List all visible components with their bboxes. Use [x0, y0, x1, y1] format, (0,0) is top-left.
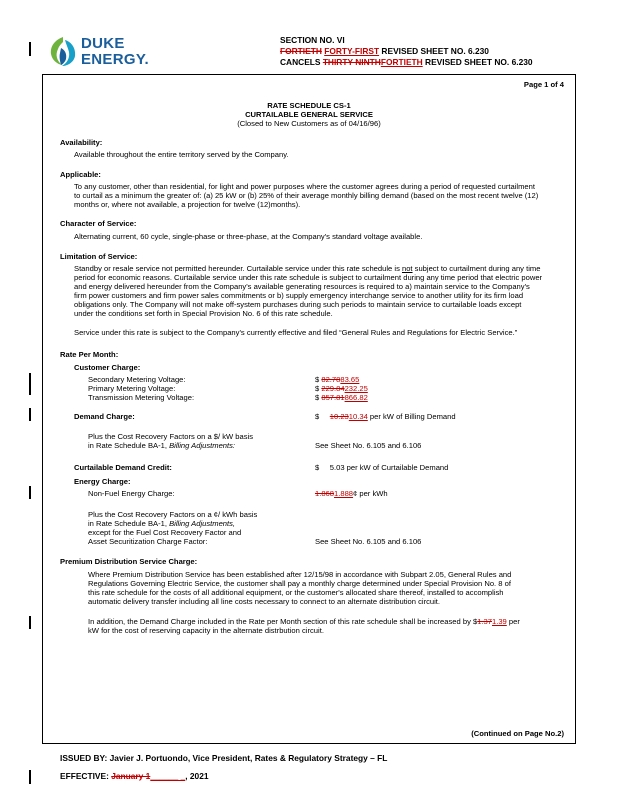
logo-line-1: DUKE — [81, 35, 125, 52]
limitation-line: obligations only. The Company will not make off-system purchases during such periods to maintain service to curtailable loads except — [74, 300, 522, 309]
premium-line — [88, 617, 520, 626]
old-value: 229.84 — [321, 384, 345, 393]
cancels-line — [280, 57, 533, 67]
cancels-inserted-text: FORTIETH — [380, 57, 423, 67]
section-number: SECTION NO. VI — [280, 35, 345, 45]
new-value: 232.25 — [344, 384, 368, 393]
transmission-label: Transmission Metering Voltage: — [88, 393, 195, 402]
change-bar — [29, 408, 31, 421]
change-bar — [29, 382, 31, 395]
availability-text: Available throughout the entire territory served by the Company. — [74, 150, 289, 159]
availability-heading: Availability: — [60, 138, 103, 147]
applicable-heading: Applicable: — [60, 170, 101, 179]
premium-line: Where Premium Distribution Service has been established after 12/15/98 in accordance with Subpart 2.05, General Rules and — [88, 570, 512, 579]
old-value: 857.81 — [321, 393, 345, 402]
dollar-prefix: $ — [315, 384, 322, 393]
old-value: 82.78 — [321, 375, 341, 384]
effective-deleted-text: January 1 — [111, 771, 151, 781]
premium-line: Regulations Governing Electric Service, the customer shall pay a monthly charge determined under Special Provision No. 8 of — [88, 579, 511, 588]
limitation-para-2: Service under this rate is subject to the Company's currently effective and filed “General Rules and Regulations for Electric Service.” — [74, 328, 518, 337]
old-value: 10.23 — [329, 412, 349, 421]
non-fuel-label: Non-Fuel Energy Charge: — [88, 489, 175, 498]
new-value: 83.65 — [340, 375, 360, 384]
energy-plus-line: Plus the Cost Recovery Factors on a ¢/ kWh basis — [88, 510, 258, 519]
premium-line: this rate schedule for the costs of all additional equipment, or the customer's allocated share thereof, installed to accomplish — [88, 588, 504, 597]
energy-plus-text: in Rate Schedule BA-1, — [88, 519, 170, 528]
new-value: 866.82 — [344, 393, 368, 402]
effective-suffix: , 2021 — [185, 771, 209, 781]
limitation-heading: Limitation of Service: — [60, 252, 138, 261]
sheet-inserted-text: FORTY-FIRST — [324, 46, 380, 56]
limitation-line — [74, 264, 540, 273]
new-value: 1.39 — [492, 617, 507, 626]
transmission-value — [315, 393, 368, 402]
change-bar — [29, 770, 31, 784]
secondary-value — [315, 375, 359, 384]
demand-unit: per kW of Billing Demand — [367, 412, 456, 421]
limitation-line: period for economic reasons. Curtailable service under this rate schedule is subject to curtailment during any time period that electric power — [74, 273, 543, 282]
duke-energy-flame-icon — [45, 34, 81, 70]
effective-date — [60, 771, 209, 781]
schedule-note: (Closed to New Customers as of 04/16/96) — [237, 119, 381, 128]
limitation-line: under the conditions set forth in Special Provision No. 6 of this rate schedule. — [74, 309, 333, 318]
old-value: 1.868 — [315, 489, 335, 498]
premium-line: kW for the cost of reserving capacity in the alternate distrbution circuit. — [88, 626, 324, 635]
new-value: 10.34 — [348, 412, 368, 421]
continued-note: (Continued on Page No.2) — [471, 729, 564, 738]
dollar-prefix: $ — [315, 412, 330, 421]
premium-line: automatic delivery transfer including all line costs necessary to connect to an alternate distribution circuit. — [88, 597, 441, 606]
old-value: 1.37 — [477, 617, 492, 626]
energy-plus-value: See Sheet No. 6.105 and 6.106 — [315, 537, 422, 546]
energy-unit: ¢ per kWh — [353, 489, 388, 498]
effective-prefix: EFFECTIVE: — [60, 771, 112, 781]
premium-text: In addition, the Demand Charge included in the Rate per Month section of this rate schedule shall be increased by $ — [88, 617, 478, 626]
energy-plus-line: Asset Securitization Charge Factor: — [88, 537, 208, 546]
cancels-deleted-text: THIRTY NINTH — [322, 57, 381, 67]
character-heading: Character of Service: — [60, 219, 137, 228]
change-bar — [29, 486, 31, 499]
energy-plus-line — [88, 519, 235, 528]
applicable-line: months or, where not available, a projection for twelve (12)months). — [74, 200, 301, 209]
change-bar — [29, 42, 31, 56]
energy-plus-line: except for the Fuel Cost Recovery Factor and — [88, 528, 242, 537]
energy-charge-heading: Energy Charge: — [74, 477, 131, 486]
demand-charge-value — [315, 412, 456, 421]
premium-text-end: per — [506, 617, 520, 626]
limitation-not: not — [401, 264, 413, 273]
applicable-line: To any customer, other than residential, for light and power purposes where the customer agrees during a period of requested curtailment — [74, 182, 535, 191]
energy-plus-italic: Billing Adjustments, — [169, 519, 236, 528]
curtailable-credit-value: $ 5.03 per kW of Curtailable Demand — [315, 463, 449, 472]
schedule-subtitle: CURTAILABLE GENERAL SERVICE — [245, 110, 373, 119]
sheet-rest-text: REVISED SHEET NO. 6.230 — [379, 46, 489, 56]
character-text: Alternating current, 60 cycle, single-phase or three-phase, at the Company's standard voltage available. — [74, 232, 423, 241]
rate-heading: Rate Per Month: — [60, 350, 119, 359]
schedule-title: RATE SCHEDULE CS-1 — [267, 101, 351, 110]
dollar-prefix: $ — [315, 375, 322, 384]
new-value: 1.888 — [334, 489, 354, 498]
primary-label: Primary Metering Voltage: — [88, 384, 176, 393]
duke-energy-logo — [45, 34, 155, 70]
applicable-line: to curtail as a minimum the greater of: (a) 25 kW or (b) 25% of their average monthly billing demand (based on the most recent twelve (12) — [74, 191, 539, 200]
secondary-label: Secondary Metering Voltage: — [88, 375, 186, 384]
document-frame — [42, 74, 576, 744]
customer-charge-heading: Customer Charge: — [74, 363, 141, 372]
limitation-text-b: subject to curtailment during any time — [412, 264, 541, 273]
sheet-deleted-text: FORTIETH — [280, 46, 322, 56]
cancels-prefix: CANCELS — [280, 57, 323, 67]
logo-line-2: ENERGY. — [81, 51, 149, 68]
revised-sheet-line — [280, 46, 489, 56]
primary-value — [315, 384, 368, 393]
limitation-text-a: Standby or resale service not permitted hereunder. Curtailable service under this rate schedule is — [74, 264, 402, 273]
limitation-line: firm power customers and firm power sales commitments or b) supply emergency interchange service to another utility for its firm load — [74, 291, 524, 300]
premium-heading: Premium Distribution Service Charge: — [60, 557, 198, 566]
non-fuel-value — [315, 489, 388, 498]
change-bar — [29, 616, 31, 629]
issued-by: ISSUED BY: Javier J. Portuondo, Vice President, Rates & Regulatory Strategy – FL — [60, 753, 388, 763]
demand-plus-text: in Rate Schedule BA-1, — [88, 441, 170, 450]
effective-inserted-text: ______ _ — [150, 771, 186, 781]
demand-plus-value: See Sheet No. 6.105 and 6.106 — [315, 441, 422, 450]
cancels-rest-text: REVISED SHEET NO. 6.230 — [422, 57, 533, 67]
limitation-line: and energy delivered hereunder from the Company's available generating resources is required to a) maintain service to the Company's — [74, 282, 530, 291]
demand-charge-label: Demand Charge: — [74, 412, 135, 421]
dollar-prefix: $ — [315, 393, 322, 402]
curtailable-credit-label: Curtailable Demand Credit: — [74, 463, 172, 472]
demand-plus-line — [88, 441, 235, 450]
page-number: Page 1 of 4 — [523, 80, 564, 89]
demand-plus-line: Plus the Cost Recovery Factors on a $/ kW basis — [88, 432, 254, 441]
demand-plus-italic: Billing Adjustments: — [169, 441, 236, 450]
